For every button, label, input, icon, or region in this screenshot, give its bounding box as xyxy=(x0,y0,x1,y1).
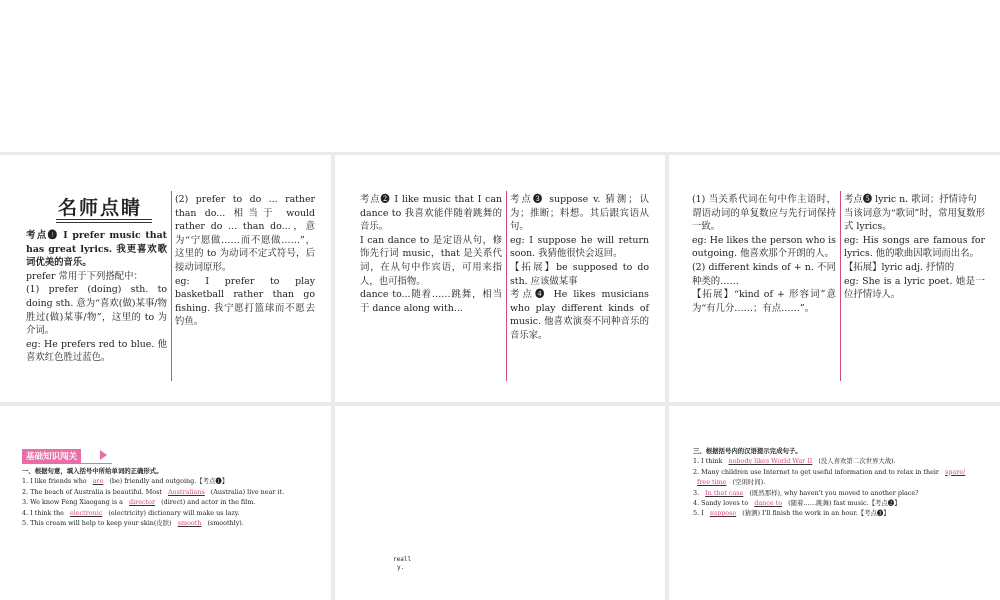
slide-panel-exercise-3[interactable] xyxy=(669,406,1000,600)
tips-column xyxy=(26,229,167,365)
section-label: 基础知识闯关 xyxy=(22,449,81,463)
exercise-item: free time (空闲时间). xyxy=(693,477,993,487)
exercise-item: 4. I think the electronic (electricity) dictionary will make us lazy. xyxy=(22,508,240,517)
paragraph: (1) prefer (doing) sth. to doing sth. 意为“喜欢(做)某事/物胜过(做)某事/物”，这里的 to 为介词。 xyxy=(26,284,167,337)
slide-panel-tips-1[interactable] xyxy=(0,155,331,402)
column-divider xyxy=(171,191,172,381)
text-fragment: reall xyxy=(393,556,412,563)
tips-column xyxy=(360,193,502,315)
answer-blank: spare/ xyxy=(945,467,966,476)
answer-blank: Australians xyxy=(168,487,205,496)
paragraph: 考点❶ I prefer music that has great lyrics. 我更喜欢歌词优美的音乐。 xyxy=(26,230,167,269)
exercise-item: 3. We know Feng Xiaogang is a director (direct) and actor in the film. xyxy=(22,498,256,507)
label-underline xyxy=(22,463,112,464)
answer-blank: nobody likes World War II xyxy=(728,457,813,466)
exercise-item: 1. I like friends who are (be) friendly and outgoing.【考点❶】 xyxy=(22,477,229,486)
column-divider xyxy=(506,191,507,381)
title-underline xyxy=(56,222,152,223)
answer-blank: electronic xyxy=(69,508,103,517)
instruction: 一、根据句意，填入括号中所给单词的正确形式。 xyxy=(22,467,163,475)
paragraph: 【拓展】“kind of + 形容词”意为“有几分……；有点……”。 xyxy=(692,289,836,314)
tips-column xyxy=(175,193,315,329)
answer-blank: smooth xyxy=(177,519,202,528)
tips-column xyxy=(692,193,836,315)
exercise-item: 2. Many children use Internet to get useful information and to relax in their spare/ xyxy=(693,467,993,477)
paragraph: 考点❷ I like music that I can dance to 我喜欢能伴随着跳舞的音乐。 xyxy=(360,194,502,233)
paragraph: (2) different kinds of + n. 不同种类的…… xyxy=(692,261,836,287)
exercise-list xyxy=(693,446,993,519)
paragraph: eg: I prefer to play basketball rather than go fishing. 我宁愿打篮球而不愿去钓鱼。 xyxy=(175,275,315,328)
paragraph: eg: His songs are famous for lyrics. 他的歌曲因歌词而出名。 xyxy=(844,234,985,260)
paragraph: dance to...随着……跳舞，相当于 dance along with... xyxy=(360,289,502,314)
exercise-item: 5. This cream will help to keep your skin(皮肤) smooth (smoothly). xyxy=(22,519,244,528)
paragraph: eg: He prefers red to blue. 他喜欢红色胜过蓝色。 xyxy=(26,338,167,364)
answer-blank: free time xyxy=(697,478,727,487)
exercise-item: 4. Sandy loves to dance to (随着……跳舞) fast music.【考点❷】 xyxy=(693,499,901,508)
paragraph: 考点❸ suppose v. 猜测；认为；推断；料想。其后跟宾语从句。 xyxy=(510,194,649,233)
slide-panel-exercise-1[interactable] xyxy=(0,406,331,600)
exercise-item: 5. I suppose (猜测) I'll finish the work in an hour.【考点❸】 xyxy=(693,509,890,518)
column-divider xyxy=(840,191,841,381)
answer-blank: are xyxy=(92,477,104,486)
top-blank-area xyxy=(0,0,1000,152)
text-fragment: y. xyxy=(397,564,405,571)
paragraph: 当该词意为“歌词”时，常用复数形式 lyrics。 xyxy=(844,207,985,233)
exercise-item: 1. I think nobody likes World War II (没人喜欢第二次世界大战). xyxy=(693,457,896,466)
slide-panel-fragment[interactable] xyxy=(335,406,665,600)
answer-blank: dance to xyxy=(754,499,783,508)
answer-blank: suppose xyxy=(709,509,737,518)
slide-panel-tips-3[interactable] xyxy=(669,155,1000,402)
paragraph: eg: I suppose he will return soon. 我猜他很快会返回。 xyxy=(510,234,649,260)
exercise-item: 2. The beach of Australia is beautiful. Most Australians (Australia) live near it. xyxy=(22,487,285,496)
slide-panel-tips-2[interactable] xyxy=(335,155,665,402)
answer-blank: director xyxy=(129,498,156,507)
paragraph: eg: She is a lyric poet. 她是一位抒情诗人。 xyxy=(844,275,985,301)
paragraph: eg: He likes the person who is outgoing. 他喜欢那个开朗的人。 xyxy=(692,234,836,260)
paragraph: 【拓展】be supposed to do sth. 应该做某事 xyxy=(510,261,649,287)
section-title: 名师点睛 xyxy=(58,197,143,219)
title-underline xyxy=(56,219,152,220)
instruction: 三、根据括号内的汉语提示完成句子。 xyxy=(693,447,802,455)
tips-column xyxy=(510,193,649,343)
exercise-list xyxy=(22,466,322,528)
paragraph: 考点❺ lyric n. 歌词；抒情诗句 xyxy=(844,194,977,205)
paragraph: 考点❹ He likes musicians who play different kinds of music. 他喜欢演奏不同种音乐的音乐家。 xyxy=(510,289,649,341)
paragraph: 【拓展】lyric adj. 抒情的 xyxy=(844,261,955,273)
paragraph: (2) prefer to do ... rather than do... 相当于 would rather do ... than do...，意为“宁愿做……而不愿做……”，这里的 to 为动词不定式符号，后接动词原形。 xyxy=(175,194,315,273)
paragraph: (1) 当关系代词在句中作主语时，谓语动词的单复数应与先行词保持一致。 xyxy=(692,194,836,233)
answer-blank: In that case xyxy=(705,488,744,497)
tips-column xyxy=(844,193,985,302)
paragraph: I can dance to 是定语从句，修饰先行词 music，that 是关系代词，在从句中作宾语，可用来指人，也可指物。 xyxy=(360,234,502,287)
paragraph: prefer 常用于下列搭配中： xyxy=(26,270,143,282)
exercise-item: 3. In that case (既然那样), why haven't you moved to another place? xyxy=(693,488,919,497)
arrow-icon xyxy=(100,450,107,460)
